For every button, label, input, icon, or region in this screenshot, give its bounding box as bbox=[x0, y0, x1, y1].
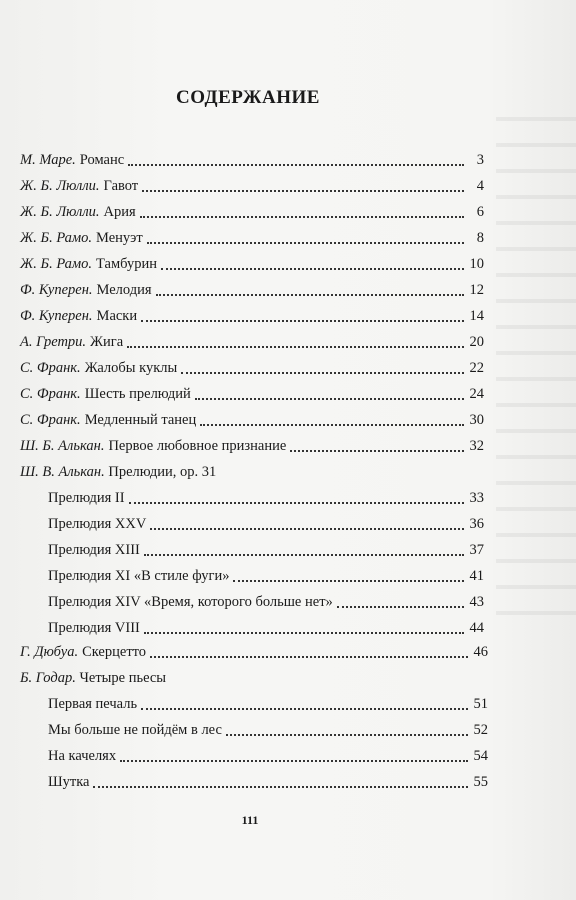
dot-leader bbox=[150, 656, 468, 658]
page-number: 51 bbox=[473, 696, 488, 712]
toc-entry[interactable] bbox=[20, 332, 484, 352]
dot-leader bbox=[141, 708, 468, 710]
toc-subentry[interactable] bbox=[48, 618, 484, 638]
dot-leader bbox=[290, 450, 464, 452]
dot-leader bbox=[195, 398, 464, 400]
dot-leader bbox=[226, 734, 468, 736]
page-number: 14 bbox=[469, 308, 484, 324]
toc-entry[interactable] bbox=[20, 306, 484, 326]
composer-name: Ж. Б. Рамо. bbox=[20, 256, 93, 272]
page-number: 55 bbox=[473, 774, 488, 790]
toc-entry[interactable] bbox=[20, 384, 484, 404]
dot-leader bbox=[144, 554, 464, 556]
composer-name: М. Маре. bbox=[20, 152, 76, 168]
toc-subentry[interactable] bbox=[48, 720, 488, 740]
work-title: Тамбурин bbox=[96, 256, 157, 272]
page-number: 54 bbox=[473, 748, 488, 764]
dot-leader bbox=[156, 294, 464, 296]
toc-group-header[interactable] bbox=[20, 668, 166, 688]
work-title: Жига bbox=[90, 334, 124, 350]
composer-name: Ж. Б. Люлли. bbox=[20, 204, 100, 220]
page-number: 3 bbox=[476, 152, 484, 168]
page-number: 46 bbox=[473, 644, 488, 660]
page-number: 4 bbox=[476, 178, 484, 194]
toc-entry[interactable] bbox=[20, 202, 484, 222]
composer-name: А. Гретри. bbox=[20, 334, 87, 350]
dot-leader bbox=[181, 372, 464, 374]
page-number: 36 bbox=[469, 516, 484, 532]
work-title: Первая печаль bbox=[48, 696, 138, 712]
toc-subentry[interactable] bbox=[48, 694, 488, 714]
composer-name: Г. Дюбуа. bbox=[20, 644, 79, 660]
work-title: Менуэт bbox=[96, 230, 143, 246]
toc-subentry[interactable] bbox=[48, 540, 484, 560]
composer-name: Ж. Б. Люлли. bbox=[20, 178, 100, 194]
work-title: Прелюдия VIII bbox=[48, 620, 140, 636]
dot-leader bbox=[142, 190, 464, 192]
composer-name: Ш. В. Алькан. bbox=[20, 464, 105, 480]
page-number: 24 bbox=[469, 386, 484, 402]
composer-name: Ш. Б. Алькан. bbox=[20, 438, 105, 454]
work-title: Шесть прелюдий bbox=[84, 386, 191, 402]
work-title: Скерцетто bbox=[82, 644, 147, 660]
work-title: Прелюдия XIII bbox=[48, 542, 140, 558]
dot-leader bbox=[144, 632, 464, 634]
dot-leader bbox=[141, 320, 464, 322]
work-title: Маски bbox=[96, 308, 138, 324]
dot-leader bbox=[147, 242, 464, 244]
work-title: Первое любовное признание bbox=[108, 438, 287, 454]
composer-name: Ф. Куперен. bbox=[20, 282, 93, 298]
composer-name: Б. Годар. bbox=[20, 670, 76, 686]
toc-entry[interactable] bbox=[20, 642, 488, 662]
toc-entry[interactable] bbox=[20, 150, 484, 170]
dot-leader bbox=[150, 528, 464, 530]
work-title: Романс bbox=[79, 152, 125, 168]
page-number: 20 bbox=[469, 334, 484, 350]
work-title: Прелюдия XI «В стиле фуги» bbox=[48, 568, 230, 584]
page-number: 44 bbox=[469, 620, 484, 636]
dot-leader bbox=[120, 760, 468, 762]
dot-leader bbox=[128, 164, 464, 166]
page-number: 10 bbox=[469, 256, 484, 272]
work-title: Мелодия bbox=[96, 282, 152, 298]
dot-leader bbox=[127, 346, 464, 348]
work-title: Гавот bbox=[103, 178, 139, 194]
page-number: 30 bbox=[469, 412, 484, 428]
work-title: Прелюдия XIV «Время, которого больше нет» bbox=[48, 594, 333, 610]
page-title: СОДЕРЖАНИЕ bbox=[176, 87, 320, 108]
toc-entry[interactable] bbox=[20, 280, 484, 300]
page-number: 32 bbox=[469, 438, 484, 454]
composer-name: Ж. Б. Рамо. bbox=[20, 230, 93, 246]
toc-subentry[interactable] bbox=[48, 592, 484, 612]
work-title: Прелюдия II bbox=[48, 490, 125, 506]
toc-entry[interactable] bbox=[20, 436, 484, 456]
toc-entry[interactable] bbox=[20, 410, 484, 430]
page-number: 8 bbox=[476, 230, 484, 246]
work-title: Прелюдия XXV bbox=[48, 516, 147, 532]
work-title: Шутка bbox=[48, 774, 90, 790]
toc-entry[interactable] bbox=[20, 176, 484, 196]
show-through-text bbox=[496, 95, 576, 615]
dot-leader bbox=[93, 786, 468, 788]
page-number: 22 bbox=[469, 360, 484, 376]
toc-subentry[interactable] bbox=[48, 488, 484, 508]
dot-leader bbox=[233, 580, 464, 582]
page-footer-number: 111 bbox=[241, 813, 259, 827]
page-number: 37 bbox=[469, 542, 484, 558]
work-title: Ария bbox=[103, 204, 136, 220]
page-number: 33 bbox=[469, 490, 484, 506]
dot-leader bbox=[161, 268, 464, 270]
toc-subentry[interactable] bbox=[48, 566, 484, 586]
work-title: Четыре пьесы bbox=[79, 670, 167, 686]
composer-name: С. Франк. bbox=[20, 360, 81, 376]
page-number: 41 bbox=[469, 568, 484, 584]
toc-subentry[interactable] bbox=[48, 772, 488, 792]
dot-leader bbox=[129, 502, 464, 504]
toc-entry[interactable] bbox=[20, 358, 484, 378]
work-title: Мы больше не пойдём в лес bbox=[48, 722, 222, 738]
toc-group-header[interactable] bbox=[20, 462, 216, 482]
toc-entry[interactable] bbox=[20, 254, 484, 274]
dot-leader bbox=[140, 216, 464, 218]
toc-subentry[interactable] bbox=[48, 514, 484, 534]
dot-leader bbox=[337, 606, 464, 608]
composer-name: С. Франк. bbox=[20, 386, 81, 402]
page-number: 12 bbox=[469, 282, 484, 298]
dot-leader bbox=[200, 424, 464, 426]
toc-subentry[interactable] bbox=[48, 746, 488, 766]
composer-name: Ф. Куперен. bbox=[20, 308, 93, 324]
work-title: На качелях bbox=[48, 748, 117, 764]
composer-name: С. Франк. bbox=[20, 412, 81, 428]
work-title: Прелюдии, ор. 31 bbox=[108, 464, 217, 480]
work-title: Медленный танец bbox=[84, 412, 197, 428]
page-number: 6 bbox=[476, 204, 484, 220]
page-number: 43 bbox=[469, 594, 484, 610]
toc-entry[interactable] bbox=[20, 228, 484, 248]
page-number: 52 bbox=[473, 722, 488, 738]
work-title: Жалобы куклы bbox=[84, 360, 178, 376]
